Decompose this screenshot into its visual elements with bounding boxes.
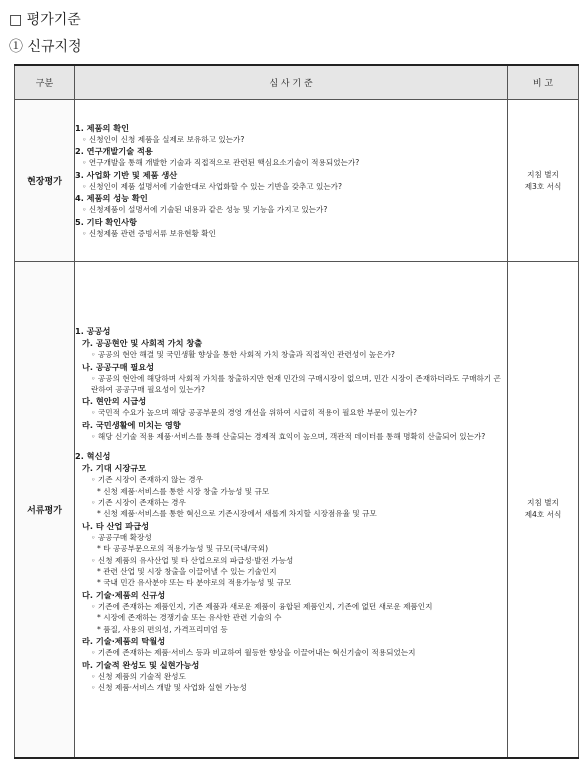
- note-doc-eval: [508, 262, 579, 758]
- criteria-item: * 신청 제품·서비스를 통한 시장 창출 가능성 및 규모: [97, 486, 270, 496]
- table-row-field-eval: [15, 100, 579, 262]
- note-line: 지침 별지: [527, 498, 559, 508]
- criteria-heading: 3. 사업화 기반 및 제품 생산: [75, 169, 178, 180]
- criteria-table: [14, 64, 579, 759]
- criteria-heading: 가. 기대 시장규모: [82, 463, 147, 474]
- criteria-heading: 5. 기타 확인사항: [75, 216, 137, 227]
- criteria-heading: 1. 제품의 확인: [75, 122, 130, 133]
- criteria-item: ◦ 공공의 현안에 해당하며 사회적 가치를 창출하지만 현재 민간의 구매시장이 없으며, 민간 시장이 존재하더라도 구매하기 곤란하여 공공구매 필요성이 있는가?: [91, 373, 501, 394]
- criteria-item: ◦ 기존에 존재하는 제품·서비스 등과 비교하여 월등한 향상을 이끌어내는 혁신기술이 적용되었는지: [91, 648, 416, 658]
- criteria-doc-eval: [75, 262, 508, 758]
- criteria-heading: 다. 기술·제품의 신규성: [82, 589, 166, 600]
- criteria-heading: 1. 공공성: [75, 326, 111, 337]
- header-category: 구분: [15, 65, 75, 100]
- criteria-heading: 2. 혁신성: [75, 451, 111, 462]
- criteria-item: ◦ 국민적 수요가 높으며 해당 공공부문의 경영 개선을 위하여 시급히 적용이 필요한 부문이 있는가?: [91, 408, 417, 418]
- criteria-heading: 나. 타 산업 파급성: [82, 520, 150, 531]
- criteria-item: ◦ 신청제품 관련 증빙서류 보유현황 확인: [82, 228, 216, 238]
- note-field-eval: [508, 100, 579, 262]
- criteria-item: * 품질, 사용의 편의성, 가격프리미엄 등: [97, 624, 228, 634]
- criteria-heading: 나. 공공구매 필요성: [82, 361, 155, 372]
- category-doc-eval: 서류평가: [15, 262, 75, 758]
- table-header-row: [15, 65, 579, 100]
- criteria-item: ◦ 공공의 현안 해결 및 국민생활 향상을 통한 사회적 가치 창출과 직접적인 관련성이 높은가?: [91, 350, 395, 360]
- criteria-heading: 다. 현안의 시급성: [82, 396, 147, 407]
- criteria-item: ◦ 신청인이 제품 설명서에 기술한대로 사업화할 수 있는 기반을 갖추고 있는가?: [82, 181, 343, 191]
- criteria-item: ◦ 기존 시장이 존재하지 않는 경우: [91, 475, 203, 485]
- note-line: 지침 별지: [527, 169, 559, 179]
- criteria-item: ◦ 공공구매 확장성: [91, 532, 152, 542]
- criteria-item: * 타 공공부문으로의 적용가능성 및 규모(국내/국외): [97, 544, 269, 554]
- criteria-item: * 관련 산업 및 시장 창출을 이끌어낼 수 있는 기술인지: [97, 567, 277, 577]
- subsection-heading: ① 신규지정: [9, 39, 82, 55]
- criteria-heading: 라. 국민생활에 미치는 영향: [82, 419, 181, 430]
- criteria-heading: 라. 기술·제품의 탁월성: [82, 636, 166, 647]
- criteria-heading: 4. 제품의 성능 확인: [75, 193, 148, 204]
- criteria-list: [75, 122, 507, 239]
- criteria-item: * 신청 제품·서비스를 통한 혁신으로 기존시장에서 새롭게 차지할 시장점유율 및 규모: [97, 509, 377, 519]
- criteria-item: * 시장에 존재하는 경쟁기술 또는 유사한 관련 기술의 수: [97, 613, 282, 623]
- criteria-item: [75, 442, 507, 450]
- criteria-list: [75, 325, 507, 693]
- criteria-heading: 2. 연구개발기술 적용: [75, 146, 153, 157]
- criteria-item: ◦ 기존에 존재하는 제품인지, 기존 제품과 새로운 제품이 융합된 제품인지, 기존에 없던 새로운 제품인지: [91, 601, 433, 611]
- header-note: 비 고: [508, 65, 579, 100]
- section-heading: □ 평가기준: [9, 12, 81, 28]
- criteria-heading: 가. 공공현안 및 사회적 가치 창출: [82, 338, 203, 349]
- criteria-heading: 마. 기술적 완성도 및 실현가능성: [82, 659, 200, 670]
- note-line: 제3호 서식: [524, 181, 562, 191]
- criteria-item: ◦ 신청제품이 설명서에 기술된 내용과 같은 성능 및 기능을 가지고 있는가?: [82, 205, 328, 215]
- criteria-item: ◦ 해당 신기술 적용 제품·서비스를 통해 산출되는 경제적 효익이 높으며, 객관적 데이터를 통해 명확히 산출되어 있는가?: [91, 431, 486, 441]
- criteria-item: ◦ 신청 제품의 기술적 완성도: [91, 671, 186, 681]
- criteria-item: ◦ 기존 시장이 존재하는 경우: [91, 498, 186, 508]
- criteria-item: ◦ 신청 제품·서비스 개발 및 사업화 실현 가능성: [91, 682, 247, 692]
- criteria-item: * 국내 민간 유사분야 또는 타 분야로의 적용가능성 및 규모: [97, 578, 292, 588]
- criteria-item: ◦ 연구개발을 통해 개발한 기술과 직접적으로 관련된 핵심요소기술이 적용되었는가?: [82, 158, 360, 168]
- criteria-field-eval: [75, 100, 508, 262]
- category-field-eval: 현장평가: [15, 100, 75, 262]
- criteria-item: ◦ 신청 제품의 유사산업 및 타 산업으로의 파급성·발전 가능성: [91, 555, 294, 565]
- criteria-item: ◦ 신청인이 신청 제품을 실제로 보유하고 있는가?: [82, 134, 245, 144]
- note-line: 제4호 서식: [524, 510, 562, 520]
- header-criteria: 심 사 기 준: [75, 65, 508, 100]
- table-row-doc-eval: [15, 262, 579, 758]
